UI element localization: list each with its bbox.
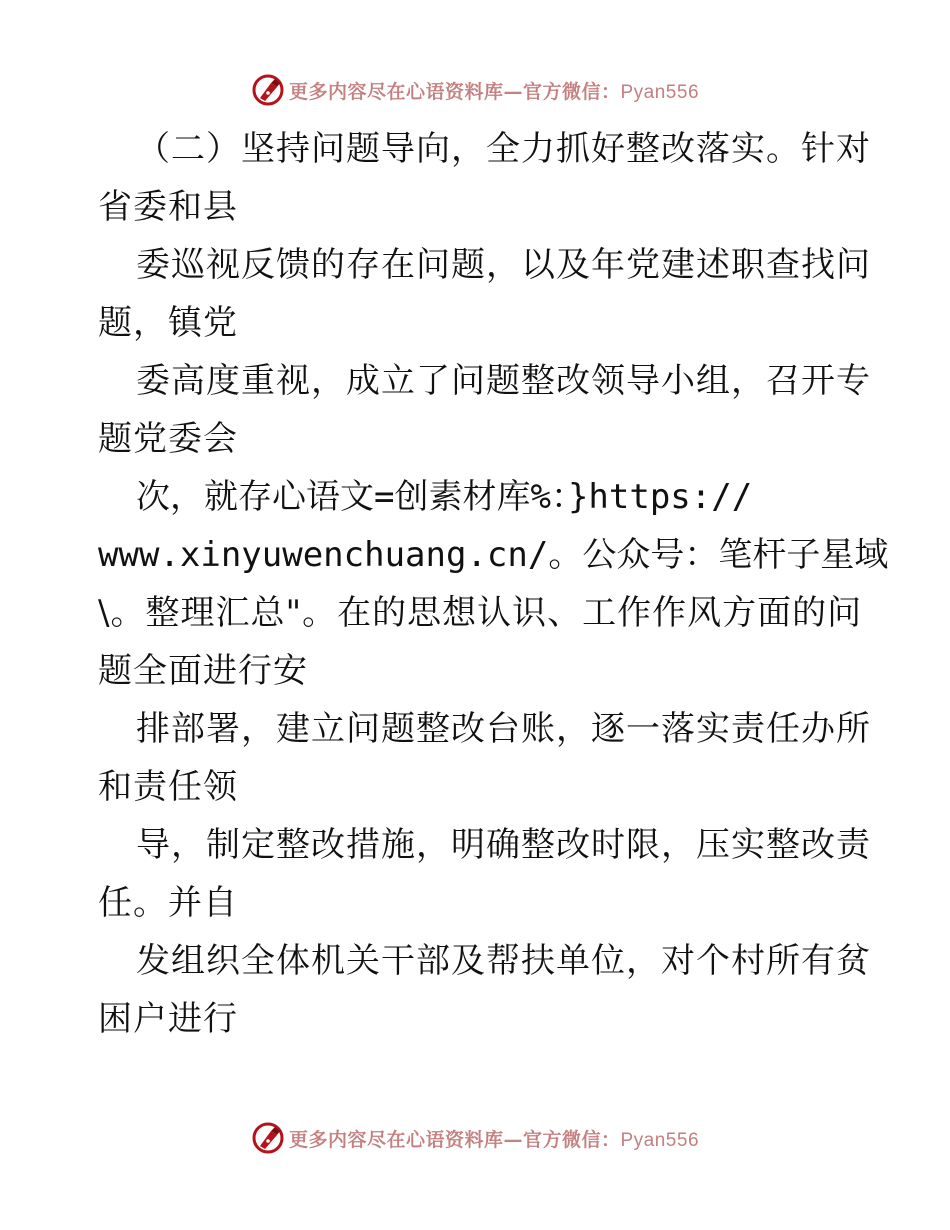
body-line: 次，就存心语文=创素材库%：}https:// — [136, 477, 753, 517]
body-line: 题，镇党 — [98, 303, 238, 343]
footer-banner — [0, 1118, 950, 1158]
body-line: 委巡视反馈的存在问题，以及年党建述职查找问 — [136, 245, 871, 285]
body-line: 任。并自 — [98, 883, 238, 923]
document-body — [98, 120, 889, 1048]
body-line: \。整理汇总"。在的思想认识、工作作风方面的问 — [98, 593, 863, 633]
body-line: （二）坚持问题导向，全力抓好整改落实。针对 — [136, 129, 871, 169]
body-line: 导，制定整改措施，明确整改时限，压实整改责 — [136, 825, 871, 865]
body-line: 题党委会 — [98, 419, 238, 459]
header-banner-text: 更多内容尽在心语资料库—官方微信：Pyan556 — [288, 80, 700, 103]
body-line: 发组织全体机关干部及帮扶单位，对个村所有贫 — [136, 941, 871, 981]
body-line: 题全面进行安 — [98, 651, 308, 691]
body-line: 和责任领 — [98, 767, 238, 807]
pen-nib-logo-icon — [251, 73, 285, 107]
body-line: 排部署，建立问题整改台账，逐一落实责任办所 — [136, 709, 871, 749]
body-line: 委高度重视，成立了问题整改领导小组，召开专 — [136, 361, 871, 401]
body-line: 省委和县 — [98, 187, 238, 227]
header-banner — [0, 70, 950, 110]
footer-banner-text: 更多内容尽在心语资料库—官方微信：Pyan556 — [288, 1128, 700, 1151]
pen-nib-logo-icon — [251, 1121, 285, 1155]
header-wechat-id: Pyan556 — [620, 81, 700, 103]
body-line: 困户进行 — [98, 999, 238, 1039]
body-line: www.xinyuwenchuang.cn/。公众号：笔杆子星域 — [98, 535, 889, 575]
footer-wechat-id: Pyan556 — [620, 1129, 700, 1151]
